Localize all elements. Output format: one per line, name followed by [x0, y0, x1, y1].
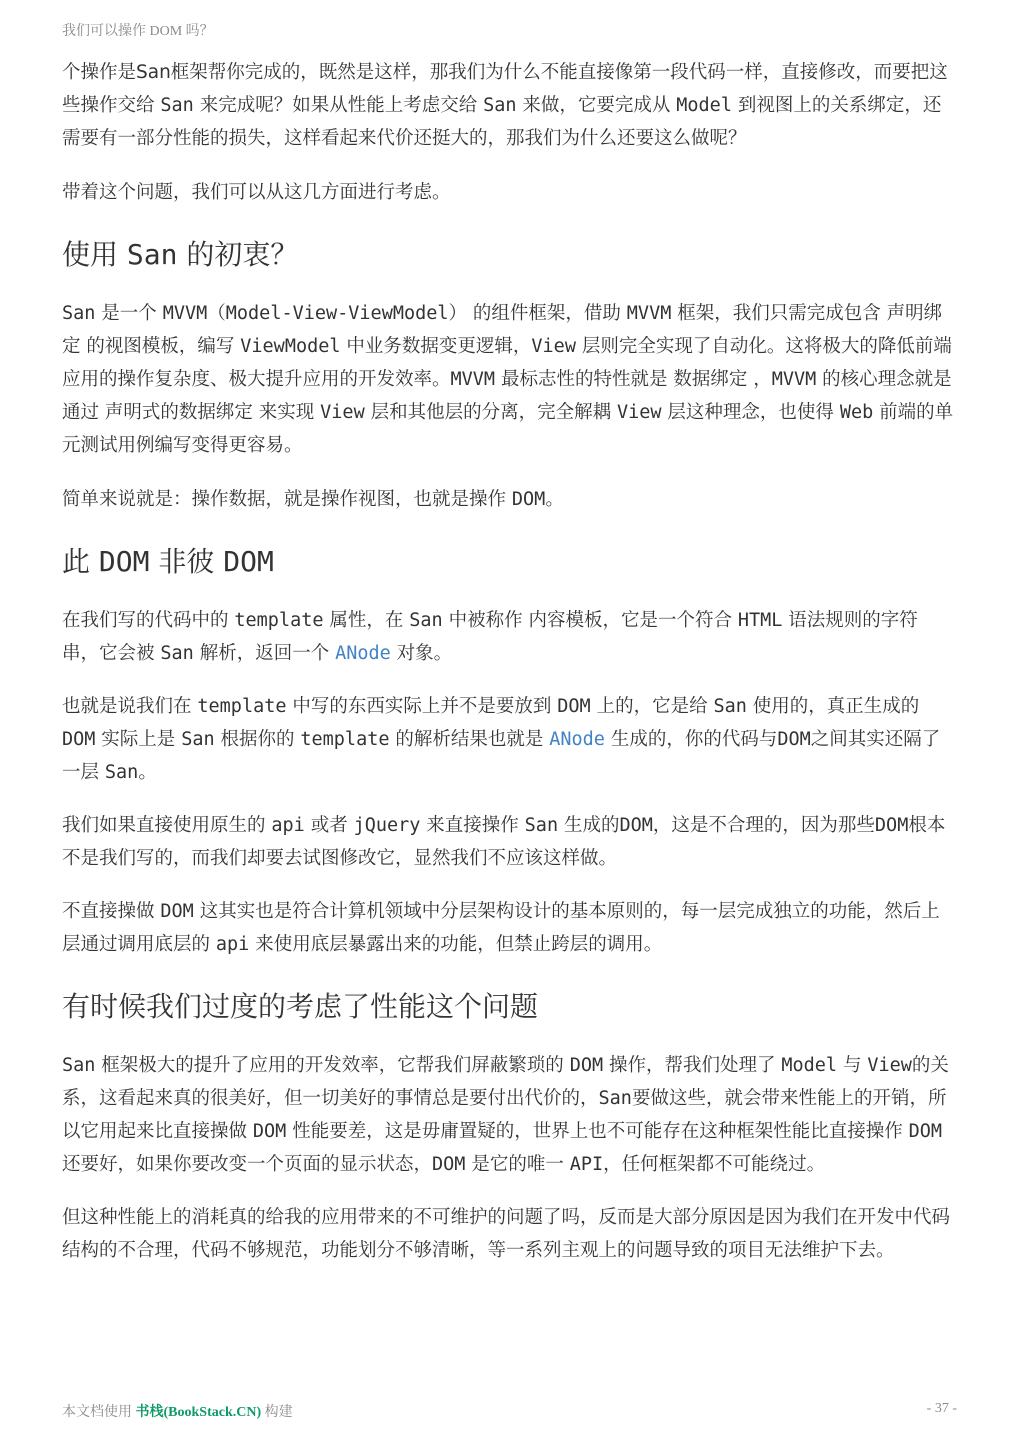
paragraph-performance: San 框架极大的提升了应用的开发效率，它帮我们屏蔽繁琐的 DOM 操作，帮我们处理了 Model 与 View的关系，这看起来真的很美好，但一切美好的事情总是要付出代价的，San要做这些，就会带来性能上的开销，所以它用起来比直接操做 DOM 性能要差，这是毋庸置疑的，世界上也不可能存在这种框架性能比直接操作 DOM 还要好，如果你要改变一个页面的显示状态，DOM 是它的唯一 API，任何框架都不可能绕过。 [62, 1055, 949, 1175]
paragraph-mvvm: San 是一个 MVVM（Model-View-ViewModel） 的组件框架，借助 MVVM 框架，我们只需完成包含 声明绑定 的视图模板，编写 ViewModel 中业务数据变更逻辑，View 层则完全实现了自动化。这将极大的降低前端应用的操作复杂度、极大提升应用的开发效率。MVVM 最标志性的特性就是 数据绑定 ，MVVM 的核心理念就是通过 声明式的数据绑定 来实现 View 层和其他层的分离，完全解耦 View 层这种理念，也使得 Web 前端的单元测试用例编写变得更容易。 [62, 303, 954, 456]
running-header: 我们可以操作 DOM 吗？ [62, 24, 214, 39]
paragraph-question: 带着这个问题，我们可以从这几方面进行考虑。 [62, 182, 451, 203]
paragraph-template: 在我们写的代码中的 template 属性，在 San 中被称作 内容模板，它是一个符合 HTML 语法规则的字符串，它会被 San 解析，返回一个 ANode 对象。 [62, 610, 918, 664]
paragraph-intro: 个操作是San框架帮你完成的，既然是这样，那我们为什么不能直接像第一段代码一样，直接修改，而要把这些操作交给 San 来完成呢？如果从性能上考虑交给 San 来做，它要完成从 Model 到视图上的关系绑定，还需要有一部分性能的损失，这样看起来代价还挺大的，那我们为什么还要这么做呢？ [62, 62, 948, 149]
heading-san-initial-purpose: 使用 San 的初衷？ [62, 238, 299, 271]
page-number: - 37 - [926, 1401, 957, 1416]
bookstack-link[interactable]: 书栈(BookStack.CN) [135, 1405, 262, 1420]
paragraph-jquery: 我们如果直接使用原生的 api 或者 jQuery 来直接操作 San 生成的DOM，这是不合理的，因为那些DOM根本不是我们写的，而我们却要去试图修改它，显然我们不应该这样做。 [62, 815, 946, 869]
paragraph-simple-summary: 简单来说就是：操作数据，就是操作视图，也就是操作 DOM。 [62, 489, 564, 510]
paragraph-conclusion: 但这种性能上的消耗真的给我的应用带来的不可维护的问题了吗，反而是大部分原因是因为我们在开发中代码结构的不合理，代码不够规范，功能划分不够清晰，等一系列主观上的问题导致的项目无法维护下去。 [62, 1207, 951, 1261]
footer-credit: 本文档使用 书栈(BookStack.CN) 构建 [62, 1405, 293, 1420]
heading-this-dom-not-that-dom: 此 DOM 非彼 DOM [62, 545, 274, 578]
article-content [62, 56, 954, 1267]
paragraph-layered-architecture: 不直接操做 DOM 这其实也是符合计算机领域中分层架构设计的基本原则的，每一层完成独立的功能，然后上层通过调用底层的 api 来使用底层暴露出来的功能，但禁止跨层的调用。 [62, 901, 940, 955]
heading-overthinking-performance: 有时候我们过度的考虑了性能这个问题 [62, 990, 539, 1023]
anode-link[interactable]: ANode [549, 729, 605, 750]
anode-link[interactable]: ANode [335, 643, 391, 664]
paragraph-template-meaning: 也就是说我们在 template 中写的东西实际上并不是要放到 DOM 上的，它是给 San 使用的，真正生成的 DOM 实际上是 San 根据你的 template 的解析结果也就是 ANode 生成的，你的代码与DOM之间其实还隔了一层 San。 [62, 696, 941, 783]
